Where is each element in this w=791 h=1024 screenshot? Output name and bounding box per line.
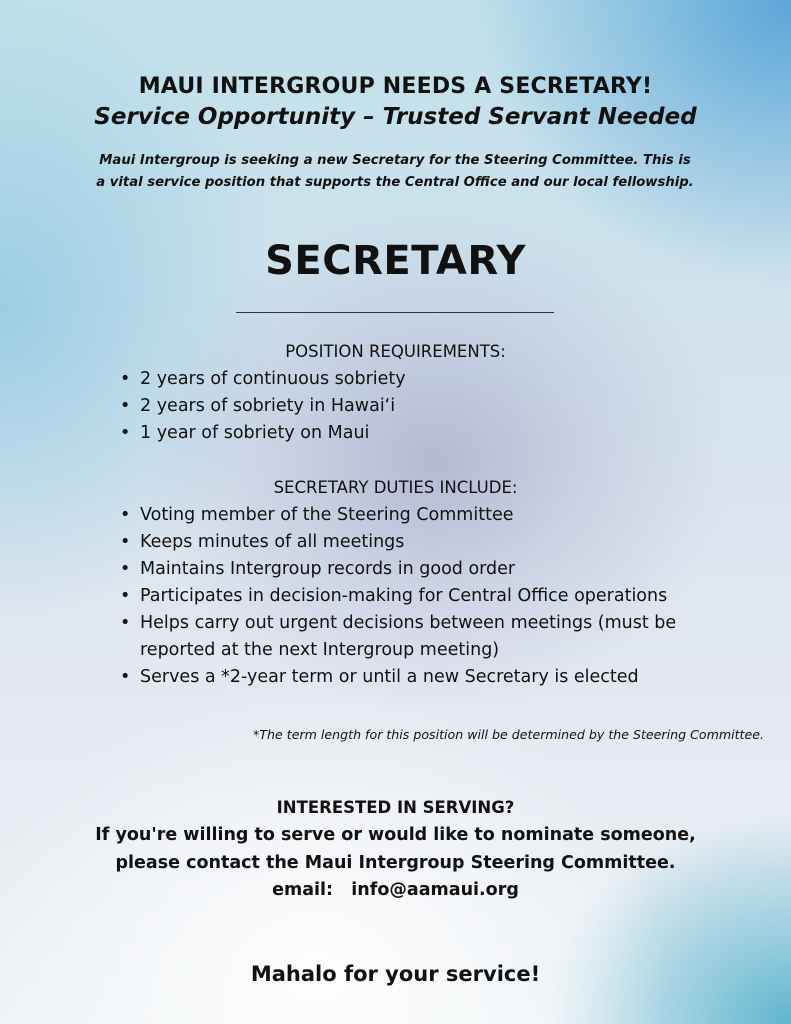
duties-list <box>118 502 678 691</box>
list-item: • Voting member of the Steering Committee <box>118 502 678 529</box>
headline: MAUI INTERGROUP NEEDS A SECRETARY! <box>138 74 653 99</box>
contact-text-line-1: If you're willing to serve or would like to nominate someone, <box>95 825 696 845</box>
duties-heading: SECRETARY DUTIES INCLUDE: <box>273 478 518 497</box>
contact-text-line-2: please contact the Maui Intergroup Steering Committee. <box>115 853 676 873</box>
list-item: • Maintains Intergroup records in good order <box>118 556 678 583</box>
list-item: • 2 years of sobriety in Hawai‘i <box>118 393 538 420</box>
title-divider <box>236 312 554 313</box>
intro-text: Maui Intergroup is seeking a new Secretary for the Steering Committee. This is a vital service position that supports the Central Office and our local fellowship. <box>96 153 694 190</box>
list-item: • Serves a *2-year term or until a new Secretary is elected <box>118 664 678 691</box>
position-title: SECRETARY <box>265 238 526 284</box>
requirements-list <box>118 366 538 447</box>
term-footnote: *The term length for this position will be determined by the Steering Committee. <box>253 727 764 742</box>
list-item: • 1 year of sobriety on Maui <box>118 420 538 447</box>
list-item: • Keeps minutes of all meetings <box>118 529 678 556</box>
contact-heading: INTERESTED IN SERVING? <box>276 798 515 817</box>
contact-email[interactable]: email: info@aamaui.org <box>272 880 519 900</box>
closing-message: Mahalo for your service! <box>250 962 541 986</box>
list-item: • 2 years of continuous sobriety <box>118 366 538 393</box>
requirements-heading: POSITION REQUIREMENTS: <box>285 342 506 361</box>
subheadline: Service Opportunity – Trusted Servant Needed <box>94 104 697 130</box>
list-item: • Helps carry out urgent decisions between meetings (must be reported at the next Intergroup meeting) <box>118 610 678 664</box>
list-item: • Participates in decision-making for Central Office operations <box>118 583 678 610</box>
